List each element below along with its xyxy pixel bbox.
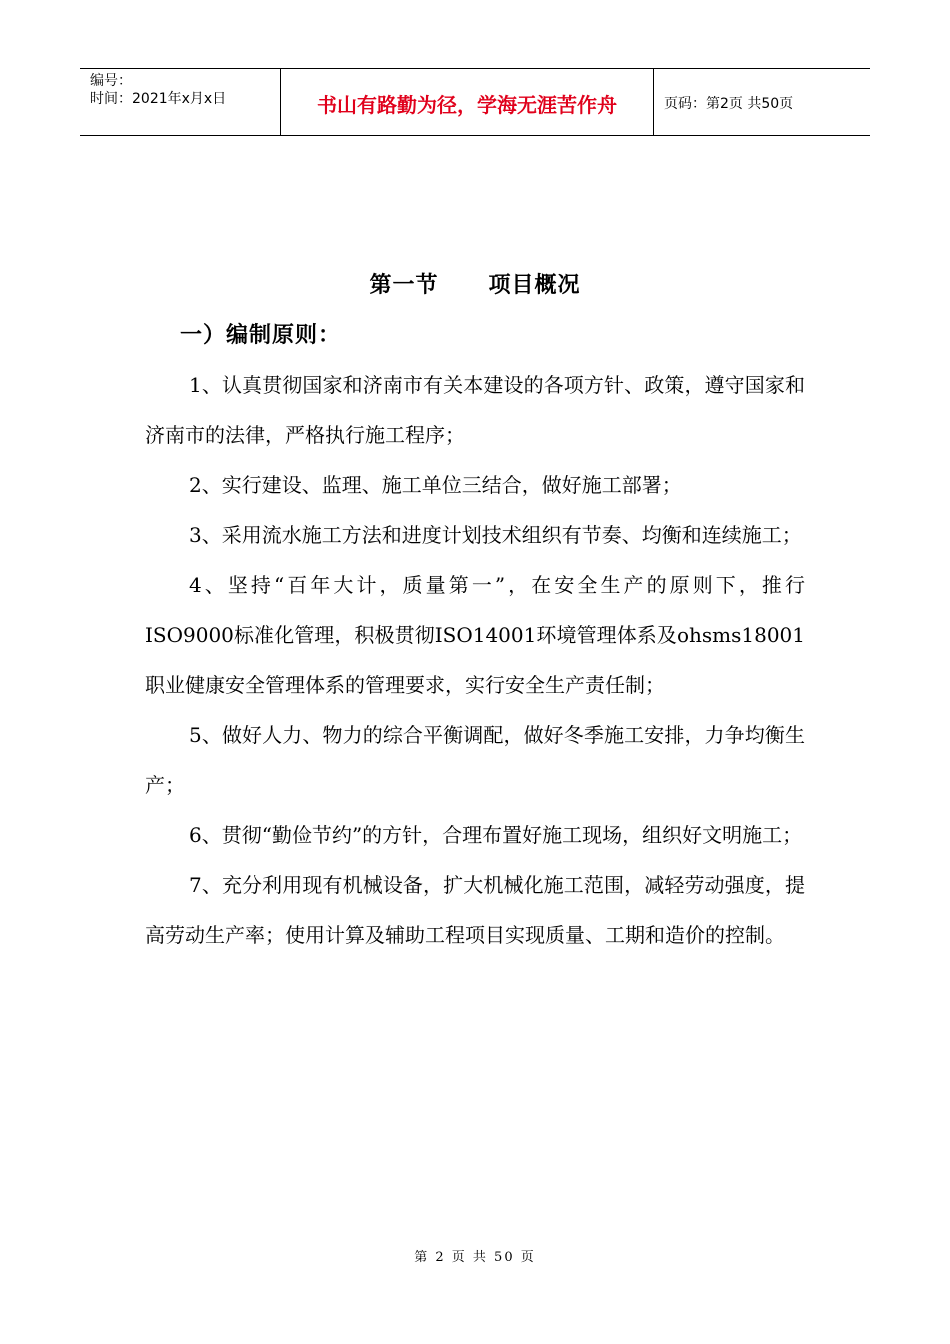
section-number: 第一节 bbox=[369, 273, 439, 298]
document-number-label: 编号： bbox=[90, 73, 132, 89]
paragraph-5: 5、做好人力、物力的综合平衡调配，做好冬季施工安排，力争均衡生产； bbox=[145, 723, 805, 797]
header-motto: 书山有路勤为径，学海无涯苦作舟 bbox=[281, 69, 654, 135]
section-title bbox=[0, 268, 950, 299]
paragraph-3: 3、采用流水施工方法和进度计划技术组织有节奏、均衡和连续施工； bbox=[189, 523, 802, 547]
paragraph-4: 4、坚持“百年大计，质量第一”，在安全生产的原则下，推行ISO9000标准化管理，积极贯彻ISO14001环境管理体系及ohsms18001职业健康安全管理体系的管理要求，实行安全生产责任制； bbox=[145, 573, 805, 697]
page-footer: 第 2 页 共 50 页 bbox=[414, 1250, 536, 1265]
document-date-label: 时间：2021年x月x日 bbox=[90, 91, 227, 107]
body-text bbox=[145, 360, 805, 960]
header-page-info: 页码：第2页 共50页 bbox=[664, 96, 794, 112]
paragraph-7: 7、充分利用现有机械设备，扩大机械化施工范围，减轻劳动强度，提高劳动生产率；使用计算及辅助工程项目实现质量、工期和造价的控制。 bbox=[145, 873, 805, 947]
paragraph-1: 1、认真贯彻国家和济南市有关本建设的各项方针、政策，遵守国家和济南市的法律，严格执行施工程序； bbox=[145, 373, 805, 447]
document-header bbox=[80, 68, 870, 136]
paragraph-2: 2、实行建设、监理、施工单位三结合，做好施工部署； bbox=[189, 473, 682, 497]
subheading: 一）编制原则： bbox=[180, 323, 342, 348]
section-name: 项目概况 bbox=[488, 273, 581, 298]
header-meta-cell bbox=[80, 69, 281, 135]
paragraph-6: 6、贯彻“勤俭节约”的方针，合理布置好施工现场，组织好文明施工； bbox=[189, 823, 803, 847]
